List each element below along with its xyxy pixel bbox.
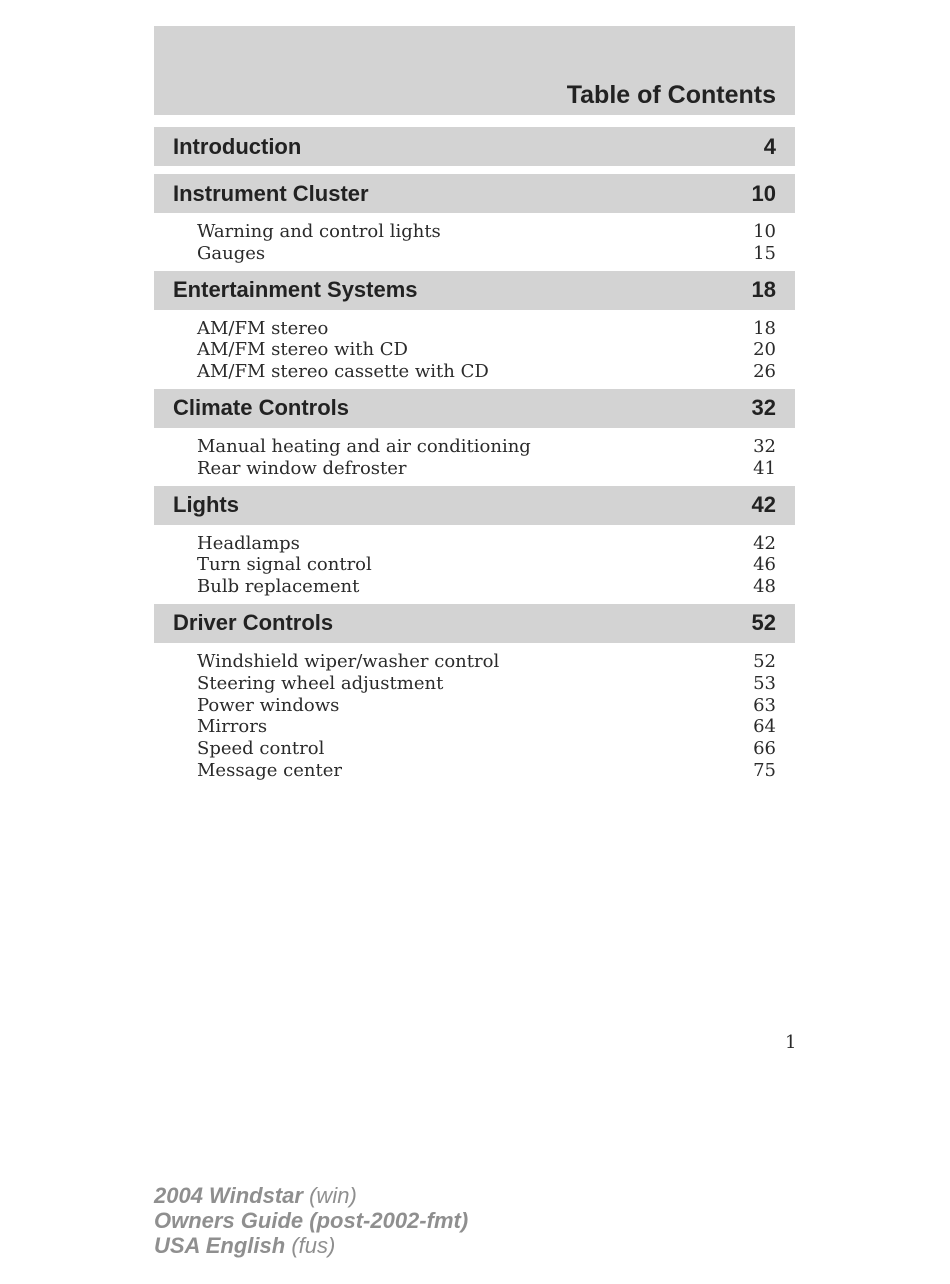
toc-section-title: Climate Controls xyxy=(173,395,350,421)
toc-subsection-page: 32 xyxy=(753,435,776,457)
toc-subsection-entry[interactable] xyxy=(197,554,776,576)
toc-subsection-entry[interactable] xyxy=(197,738,776,760)
toc-subsection-title: Speed control xyxy=(197,738,325,760)
toc-subsection-list xyxy=(154,213,795,265)
document-footer xyxy=(154,1183,468,1258)
toc-section-heading[interactable] xyxy=(154,127,795,166)
toc-section xyxy=(154,604,795,782)
toc-subsection-entry[interactable] xyxy=(197,436,776,458)
toc-section-title: Entertainment Systems xyxy=(173,277,418,303)
toc-section-heading[interactable] xyxy=(154,271,795,310)
toc-section-title: Driver Controls xyxy=(173,610,334,636)
toc-subsection-entry[interactable] xyxy=(197,576,776,598)
toc-subsection-title: Bulb replacement xyxy=(197,576,360,598)
toc-subsection-entry[interactable] xyxy=(197,760,776,782)
toc-subsection-title: Power windows xyxy=(197,694,340,716)
toc-subsection-title: Steering wheel adjustment xyxy=(197,672,444,694)
toc-section xyxy=(154,389,795,480)
page-title: Table of Contents xyxy=(566,81,776,109)
toc-subsection-page: 53 xyxy=(753,672,776,694)
toc-subsection-entry[interactable] xyxy=(197,651,776,673)
toc-subsection-entry[interactable] xyxy=(197,221,776,243)
toc-subsection-title: AM/FM stereo cassette with CD xyxy=(197,361,489,383)
toc-subsection-page: 75 xyxy=(753,759,776,781)
toc-subsection-title: Windshield wiper/washer control xyxy=(197,650,500,672)
toc-subsection-title: Rear window defroster xyxy=(197,457,407,479)
toc-subsection-page: 10 xyxy=(753,221,776,242)
toc-subsection-entry[interactable] xyxy=(197,361,776,383)
footer-guide: Owners Guide (post-2002-fmt) xyxy=(154,1208,469,1233)
toc-subsection-entry[interactable] xyxy=(197,318,776,340)
toc-subsection-title: Message center xyxy=(197,759,343,781)
toc-section-heading[interactable] xyxy=(154,486,795,525)
toc-subsection-title: Turn signal control xyxy=(197,554,372,576)
title-band xyxy=(154,26,795,115)
footer-language: USA English xyxy=(154,1233,286,1258)
toc-subsection-list xyxy=(154,525,795,598)
toc-subsection-page: 26 xyxy=(753,361,776,383)
toc-subsection-list xyxy=(154,643,795,782)
toc-subsection-page: 46 xyxy=(753,554,776,576)
footer-model-code: (win) xyxy=(309,1183,357,1208)
footer-model: 2004 Windstar xyxy=(154,1183,303,1208)
toc-sections xyxy=(154,127,795,782)
toc-section-heading[interactable] xyxy=(154,604,795,643)
toc-subsection-entry[interactable] xyxy=(197,695,776,717)
toc-subsection-title: Headlamps xyxy=(197,532,300,554)
toc-page xyxy=(154,26,795,782)
toc-section-page: 10 xyxy=(751,180,776,206)
toc-subsection-list xyxy=(154,310,795,383)
toc-subsection-page: 18 xyxy=(753,317,776,339)
toc-subsection-page: 66 xyxy=(753,738,776,760)
toc-section xyxy=(154,174,795,265)
toc-section-page: 52 xyxy=(751,610,776,636)
toc-section-page: 32 xyxy=(751,395,776,421)
toc-section-title: Lights xyxy=(173,492,239,518)
toc-section-page: 42 xyxy=(751,492,776,518)
toc-subsection-title: Warning and control lights xyxy=(197,221,441,242)
footer-line-model xyxy=(154,1183,468,1208)
toc-section-title: Instrument Cluster xyxy=(173,180,369,206)
toc-subsection-page: 20 xyxy=(753,339,776,361)
toc-subsection-page: 42 xyxy=(753,532,776,554)
footer-language-code: (fus) xyxy=(291,1233,336,1258)
toc-section xyxy=(154,271,795,383)
toc-subsection-entry[interactable] xyxy=(197,339,776,361)
toc-subsection-title: AM/FM stereo xyxy=(197,317,329,339)
toc-subsection-list xyxy=(154,428,795,480)
toc-section-title: Introduction xyxy=(173,133,302,159)
toc-subsection-entry[interactable] xyxy=(197,673,776,695)
toc-section-heading[interactable] xyxy=(154,174,795,213)
toc-subsection-entry[interactable] xyxy=(197,533,776,555)
toc-subsection-title: Mirrors xyxy=(197,716,268,738)
toc-subsection-page: 15 xyxy=(753,242,776,264)
toc-subsection-page: 41 xyxy=(753,457,776,479)
toc-subsection-page: 63 xyxy=(753,694,776,716)
toc-section-heading[interactable] xyxy=(154,389,795,428)
page-number: 1 xyxy=(785,1032,797,1053)
toc-subsection-title: Gauges xyxy=(197,242,266,264)
toc-section xyxy=(154,127,795,166)
toc-section-page: 18 xyxy=(751,277,776,303)
toc-section xyxy=(154,486,795,598)
toc-subsection-entry[interactable] xyxy=(197,243,776,265)
toc-subsection-page: 64 xyxy=(753,716,776,738)
toc-subsection-entry[interactable] xyxy=(197,716,776,738)
toc-section-page: 4 xyxy=(763,133,776,159)
toc-subsection-page: 48 xyxy=(753,576,776,598)
toc-subsection-title: Manual heating and air conditioning xyxy=(197,435,531,457)
toc-subsection-title: AM/FM stereo with CD xyxy=(197,339,408,361)
footer-line-language xyxy=(154,1233,468,1258)
toc-subsection-entry[interactable] xyxy=(197,458,776,480)
toc-subsection-page: 52 xyxy=(753,650,776,672)
footer-line-guide xyxy=(154,1208,468,1233)
